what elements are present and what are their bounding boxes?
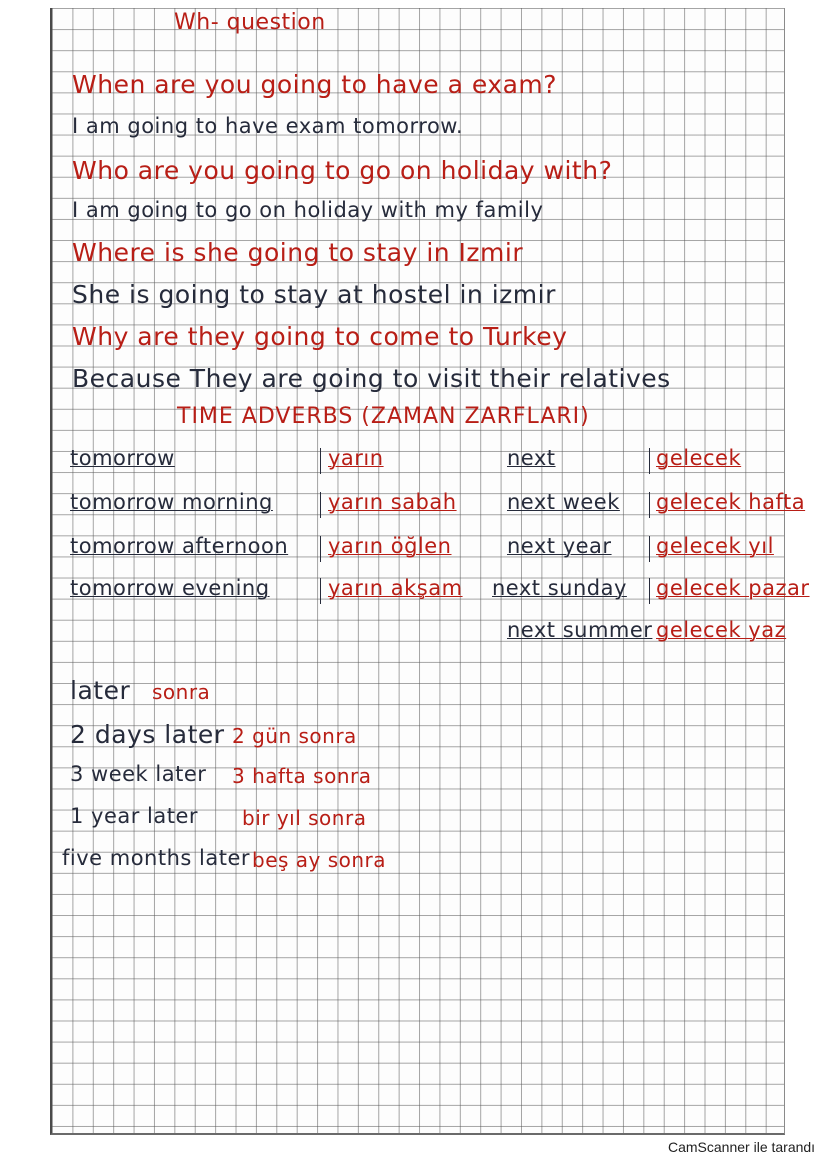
page-title: Wh- question <box>174 10 326 35</box>
answer-3: She is going to stay at hostel in izmir <box>72 280 556 309</box>
divider <box>320 578 321 604</box>
divider <box>320 492 321 518</box>
adverbs-heading: TIME ADVERBS (ZAMAN ZARFLARI) <box>177 404 590 429</box>
question-2: Who are you going to go on holiday with? <box>72 156 613 185</box>
divider <box>649 448 650 474</box>
tomorrow-tr-4: yarın akşam <box>328 576 463 600</box>
scanner-watermark: CamScanner ile tarandı <box>668 1139 816 1155</box>
grid-paper <box>50 8 810 1135</box>
next-en-3: next year <box>507 534 612 558</box>
next-tr-1: gelecek <box>656 446 742 470</box>
next-en-1: next <box>507 446 556 470</box>
next-en-2: next week <box>507 490 620 514</box>
next-tr-2: gelecek hafta <box>656 490 806 514</box>
tomorrow-en-1: tomorrow <box>70 446 175 470</box>
answer-4: Because They are going to visit their relatives <box>72 364 671 393</box>
later-tr-3: 3 hafta sonra <box>232 764 372 788</box>
divider <box>649 536 650 562</box>
divider <box>649 492 650 518</box>
question-4: Why are they going to come to Turkey <box>72 322 568 351</box>
later-en-1: later <box>70 676 131 705</box>
tomorrow-en-4: tomorrow evening <box>70 576 270 600</box>
next-en-5: next summer <box>507 618 653 642</box>
divider <box>649 578 650 604</box>
answer-2: I am going to go on holiday with my family <box>72 198 544 222</box>
question-3: Where is she going to stay in Izmir <box>72 238 524 267</box>
next-tr-5: gelecek yaz <box>656 618 787 642</box>
tomorrow-tr-2: yarın sabah <box>328 490 457 514</box>
divider <box>320 536 321 562</box>
later-en-2: 2 days later <box>70 720 225 749</box>
tomorrow-en-3: tomorrow afternoon <box>70 534 289 558</box>
answer-1: I am going to have exam tomorrow. <box>72 114 464 138</box>
later-en-3: 3 week later <box>70 762 207 786</box>
later-tr-1: sonra <box>152 680 211 704</box>
tomorrow-tr-3: yarın öğlen <box>328 534 452 558</box>
divider <box>320 448 321 474</box>
later-en-4: 1 year later <box>70 804 199 828</box>
later-tr-4: bir yıl sonra <box>242 806 367 830</box>
tomorrow-tr-1: yarın <box>328 446 384 470</box>
tomorrow-en-2: tomorrow morning <box>70 490 273 514</box>
next-tr-4: gelecek pazar <box>656 576 810 600</box>
later-tr-5: beş ay sonra <box>252 848 387 872</box>
question-1: When are you going to have a exam? <box>72 70 558 99</box>
later-tr-2: 2 gün sonra <box>232 724 357 748</box>
later-en-5: five months later <box>62 846 251 870</box>
next-tr-3: gelecek yıl <box>656 534 774 558</box>
next-en-4: next sunday <box>492 576 627 600</box>
